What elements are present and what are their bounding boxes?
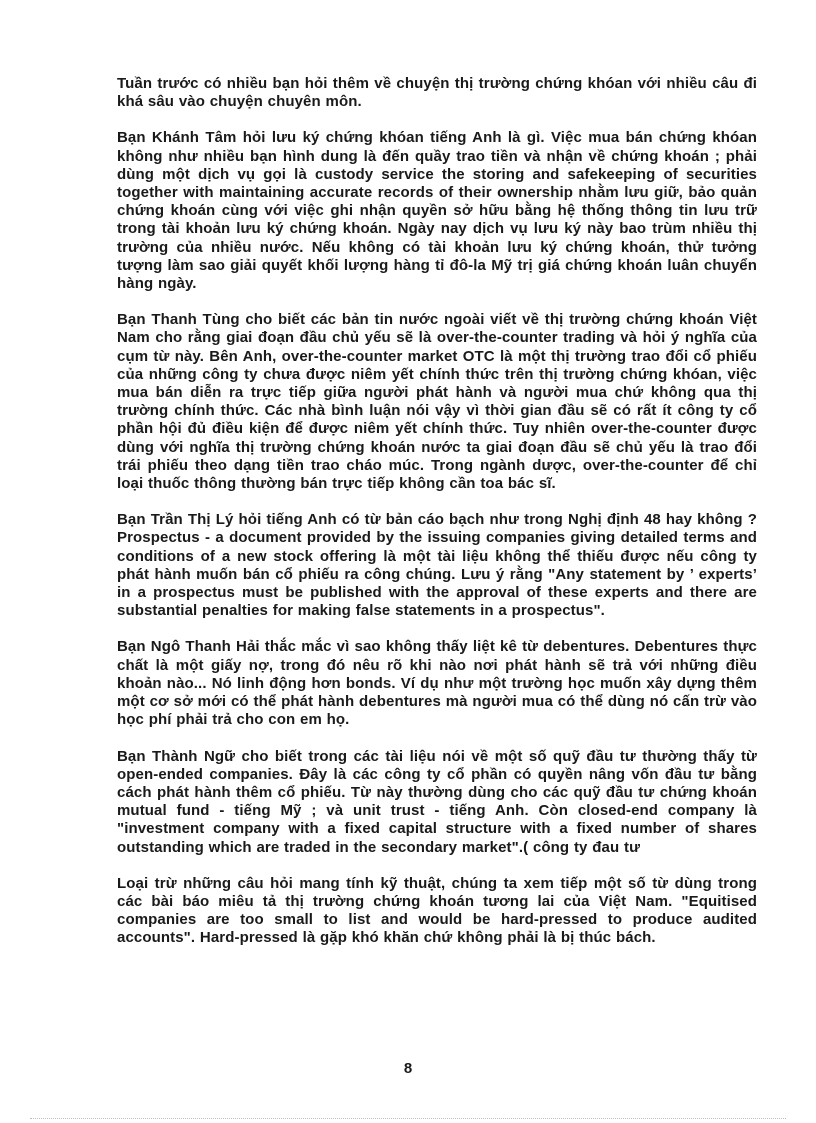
paragraph-open-ended: Bạn Thành Ngữ cho biết trong các tài liệu nói về một số quỹ đầu tư thường thấy từ open-ended companies. Đây là các công ty cổ phần có quyền nâng vốn đầu tư bằng cách phát hành thêm cổ phiếu. Từ này thường dùng cho các quỹ đầu tư chứng khoán mutual fund - tiếng Mỹ ; và unit trust - tiếng Anh. Còn closed-end company là "investment company with a fixed capital structure with a fixed number of shares outstanding which are traded in the secondary market".( công ty đau tư	[117, 747, 757, 856]
article-body	[117, 75, 757, 966]
paragraph-prospectus: Bạn Trần Thị Lý hỏi tiếng Anh có từ bản cáo bạch như trong Nghị định 48 hay không ? Prospectus - a document provided by the issuing companies giving detailed terms and conditions of a new stock offering là một tài liệu không thể thiếu được nếu công ty phát hành muốn bán cổ phiếu ra công chúng. Lưu ý rằng "Any statement by ’ experts’ in a prospectus must be published with the approval of these experts and there are substantial penalties for making false statements in a prospectus".	[117, 511, 757, 620]
page-number: 8	[403, 1060, 413, 1077]
paragraph-debentures: Bạn Ngô Thanh Hải thắc mắc vì sao không thấy liệt kê từ debentures. Debentures thực chất là một giấy nợ, trong đó nêu rõ khi nào nơi phát hành sẽ trả với những điều khoản nào... Nó linh động hơn bonds. Ví dụ như một trường học muốn xây dựng thêm một cơ sở mới có thể phát hành debentures mà người mua có thể dùng nó cấn trừ vào học phí phải trả cho con em họ.	[117, 638, 757, 729]
paragraph-custody: Bạn Khánh Tâm hỏi lưu ký chứng khóan tiếng Anh là gì. Việc mua bán chứng khóan không như nhiều bạn hình dung là đến quầy trao tiền và nhận về chứng khoán ; phải dùng một dịch vụ gọi là custody service the storing and safekeeping of securities together with maintaining accurate records of their ownership nhằm lưu giữ, bảo quản chứng khoán cùng với việc ghi nhận quyền sở hữu bằng hệ thống thông tin lưu trữ trong tài khoản lưu ký chứng khoán. Ngày nay dịch vụ lưu ký này bao trùm nhiều thị trường của nhiều nước. Nếu không có tài khoản lưu ký chứng khoán, thử tưởng tượng làm sao giải quyết khối lượng hàng tỉ đô-la Mỹ trị giá chứng khoán luân chuyển hàng ngày.	[117, 129, 757, 293]
footer-divider	[30, 1118, 786, 1119]
paragraph-intro: Tuần trước có nhiều bạn hỏi thêm về chuyện thị trường chứng khóan với nhiều câu đi khá sâu vào chuyện chuyên môn.	[117, 75, 757, 111]
paragraph-equitised: Loại trừ những câu hỏi mang tính kỹ thuật, chúng ta xem tiếp một số từ dùng trong các bài báo miêu tả thị trường chứng khoán tương lai của Việt Nam. "Equitised companies are too small to list and would be hard-pressed to produce audited accounts". Hard-pressed là gặp khó khăn chứ không phải là bị thúc bách.	[117, 874, 757, 947]
paragraph-otc: Bạn Thanh Tùng cho biết các bản tin nước ngoài viết về thị trường chứng khoán Việt Nam cho rằng giai đoạn đầu chủ yếu sẽ là over-the-counter trading và hỏi ý nghĩa của cụm từ này. Bên Anh, over-the-counter market OTC là một thị trường trao đổi cổ phiếu của những công ty chưa được niêm yết chính thức trên thị trường chứng khóan, việc mua bán diễn ra trực tiếp giữa người phát hành và người mua chứ không qua thị trường chính thức. Các nhà bình luận nói vậy vì thời gian đầu sẽ có rất ít công ty cổ phần hội đủ điều kiện để được niêm yết chính thức. Tuy nhiên over-the-counter được dùng với nghĩa thị trường chứng khoán nước ta giai đoạn đầu sẽ chủ yếu là trao đổi trái phiếu theo dạng tiền trao cháo múc. Trong ngành dược, over-the-counter để chỉ loại thuốc thông thường bán trực tiếp không cần toa bác sĩ.	[117, 311, 757, 493]
